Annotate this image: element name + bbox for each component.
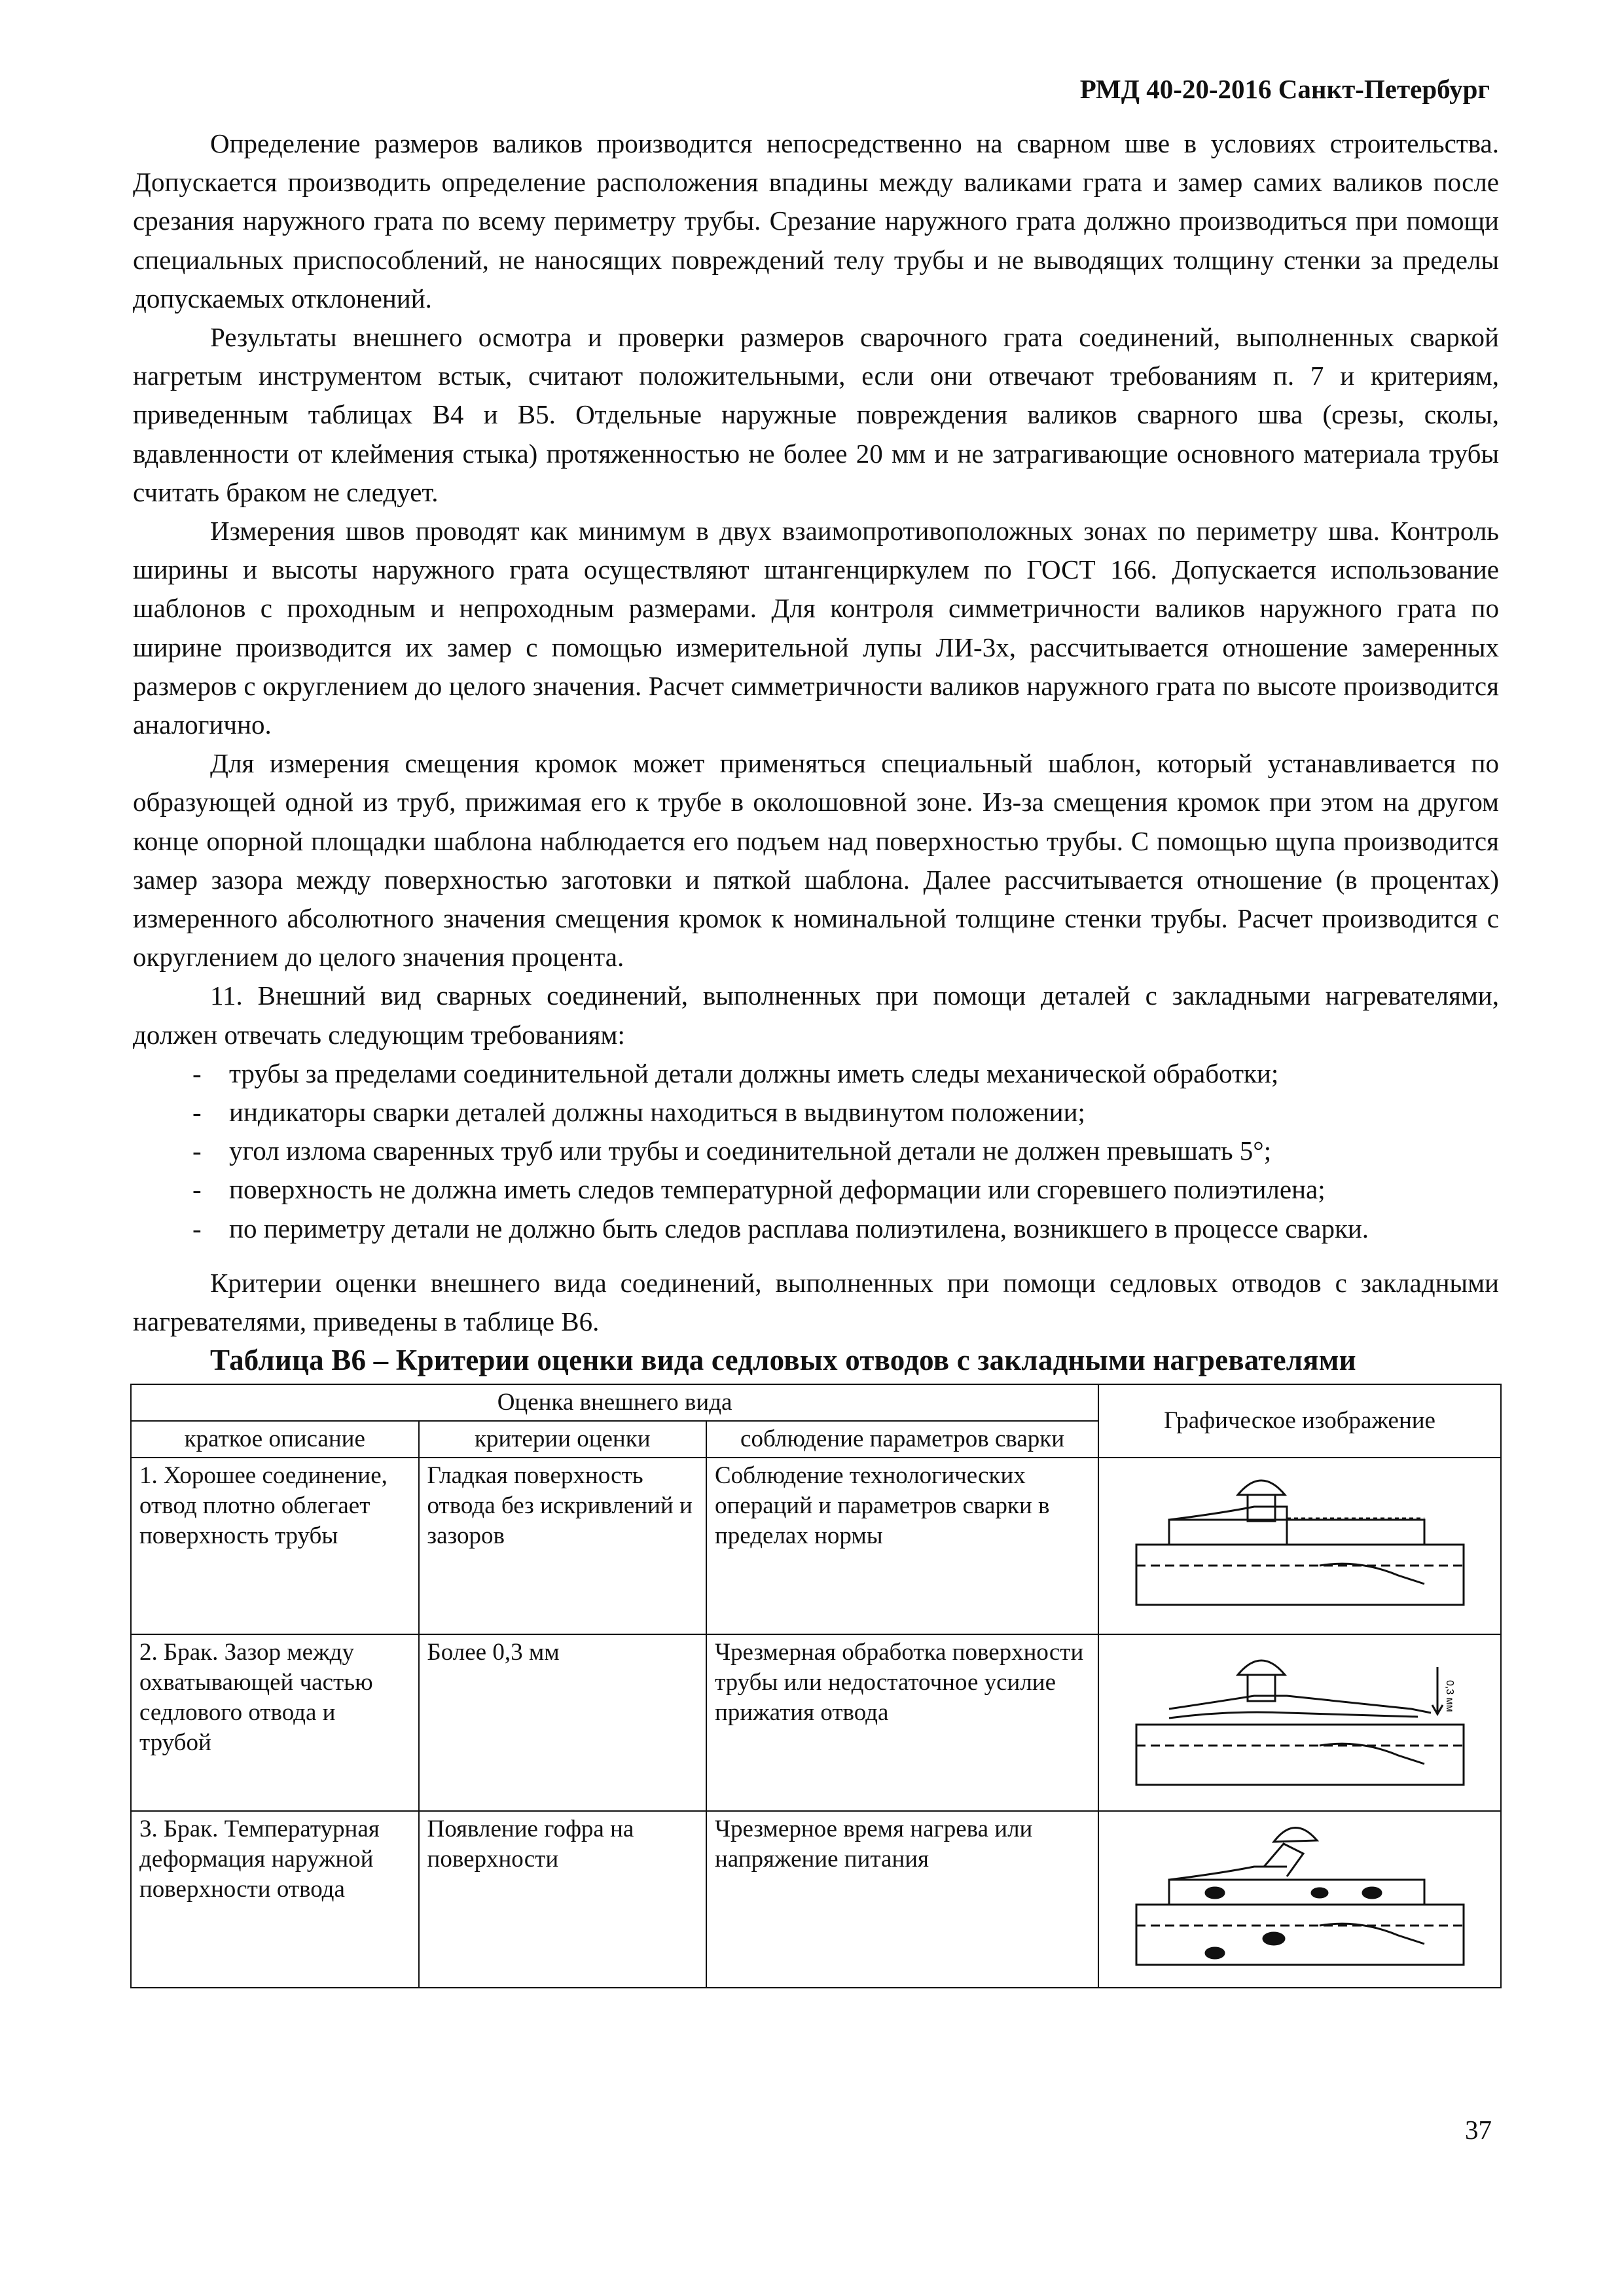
table-title: Таблица В6 – Критерии оценки вида седловых отводов с закладными нагревателями — [210, 1344, 1356, 1377]
paragraph: 11. Внешний вид сварных соединений, выполненных при помощи деталей с закладными нагревателями, должен отвечать следующим требованиям: — [133, 980, 1499, 1050]
paragraph: Измерения швов проводят как минимум в двух взаимопротивоположных зонах по периметру шва. Контроль ширины и высоты наружного грата осуществляют штангенциркулем по ГОСТ 166. Допускается использование шаблонов с проходным и непроходным размерами. Для контроля симметричности валиков наружного грата по ширине производится их замер с помощью измерительной лупы ЛИ-3х, рассчитывается отношение замеренных размеров с округлением до целого значения. Расчет симметричности валиков наружного грата по высоте производится аналогично. — [133, 516, 1499, 740]
paragraph: Для измерения смещения кромок может применяться специальный шаблон, который устанавливается по образующей одной из труб, прижимая его к трубе в околошовной зоне. Из-за смещения кромок при этом на другом конце опорной площадки шаблона наблюдается его подъем над поверхностью трубы. С помощью щупа производится замер зазора между поверхностью заготовки и пяткой шаблона. Далее рассчитывается отношение (в процентах) измеренного абсолютного значения смещения кромок к номинальной толщине стенки трубы. Расчет производится с округлением до целого значения процента. — [133, 748, 1499, 973]
table-cell: Более 0,3 мм — [419, 1634, 706, 1811]
saddle-deformation-illustration — [1123, 1814, 1477, 1984]
column-header: критерии оценки — [419, 1421, 706, 1458]
column-header: соблюдение параметров сварки — [706, 1421, 1098, 1458]
requirements-list — [133, 1054, 1499, 1248]
table-cell: Появление гофра на поверхности — [419, 1811, 706, 1988]
saddle-gap-illustration — [1123, 1641, 1477, 1804]
gap-label: 0,3 мм — [1443, 1680, 1455, 1712]
table-cell: Гладкая поверхность отвода без искривлений и зазоров — [419, 1458, 706, 1634]
figure-cell — [1098, 1811, 1501, 1988]
criteria-table — [130, 1384, 1502, 1988]
saddle-good-illustration — [1123, 1467, 1477, 1624]
paragraph: Результаты внешнего осмотра и проверки размеров сварочного грата соединений, выполненных сваркой нагретым инструментом встык, считают положительными, если они отвечают требованиям п. 7 и критериям, приведенным таблицах В4 и В5. Отдельные наружные повреждения валиков сварного шва (срезы, сколы, вдавленности от клеймения стыка) протяженностью не более 20 мм и не затрагивающие основного материала трубы считать браком не следует. — [133, 322, 1499, 507]
table-cell: 3. Брак. Температурная деформация наружной поверхности отвода — [131, 1811, 419, 1988]
document-header: РМД 40-20-2016 Санкт-Петербург — [1079, 74, 1490, 104]
figure-cell — [1098, 1458, 1501, 1634]
table-cell: 2. Брак. Зазор между охватывающей частью седлового отвода и трубой — [131, 1634, 419, 1811]
figure-cell — [1098, 1634, 1501, 1811]
table-cell: 1. Хорошее соединение, отвод плотно облегает поверхность трубы — [131, 1458, 419, 1634]
table-cell: Чрезмерная обработка поверхности трубы или недостаточное усилие прижатия отвода — [706, 1634, 1098, 1811]
page-number: 37 — [1465, 2115, 1492, 2145]
paragraph: Критерии оценки внешнего вида соединений, выполненных при помощи седловых отводов с закладными нагревателями, приведены в таблице В6. — [133, 1267, 1499, 1337]
table-cell: Чрезмерное время нагрева или напряжение питания — [706, 1811, 1098, 1988]
table-row — [131, 1811, 1501, 1988]
list-item: - трубы за пределами соединительной детали должны иметь следы механической обработки; — [133, 1054, 1499, 1093]
list-item: - угол излома сваренных труб или трубы и соединительной детали не должен превышать 5°; — [133, 1132, 1499, 1170]
paragraph: Определение размеров валиков производится непосредственно на сварном шве в условиях строительства. Допускается производить определение расположения впадины между валиками грата и замер самих валиков после срезания наружного грата по всему периметру трубы. Срезание наружного грата должно производиться при помощи специальных приспособлений, не наносящих повреждений телу трубы и не выводящих толщину стенки за пределы допускаемых отклонений. — [133, 128, 1499, 314]
list-item: - поверхность не должна иметь следов температурной деформации или сгоревшего полиэтилена; — [133, 1170, 1499, 1209]
list-item: - по периметру детали не должно быть следов расплава полиэтилена, возникшего в процессе сварки. — [133, 1210, 1499, 1248]
table-row — [131, 1458, 1501, 1634]
list-item: - индикаторы сварки деталей должны находиться в выдвинутом положении; — [133, 1093, 1499, 1132]
table-row — [131, 1634, 1501, 1811]
column-header: краткое описание — [131, 1421, 419, 1458]
image-header: Графическое изображение — [1098, 1384, 1501, 1458]
body-text — [133, 124, 1499, 1379]
group-header: Оценка внешнего вида — [131, 1384, 1098, 1421]
table-cell: Соблюдение технологических операций и параметров сварки в пределах нормы — [706, 1458, 1098, 1634]
